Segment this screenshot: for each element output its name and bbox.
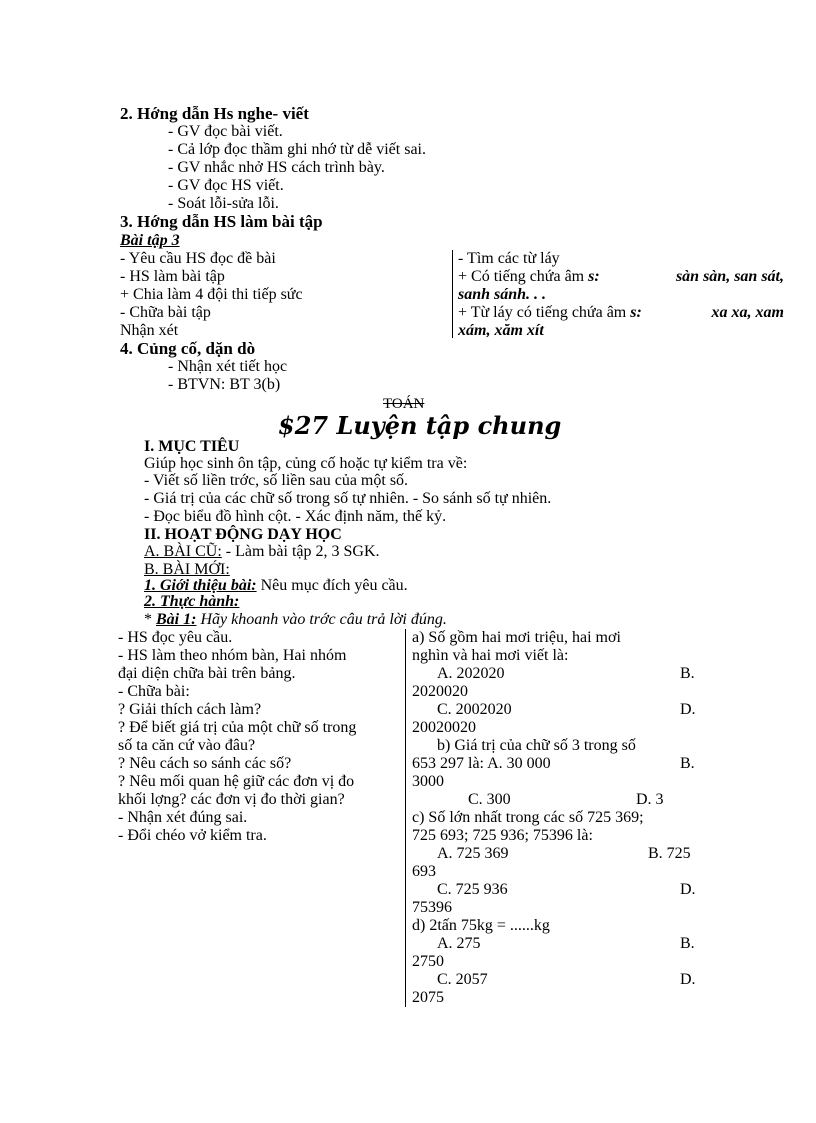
practice-label: 2. Thực hành: [144,593,240,610]
section-3-left-item: - Chữa bài tập [120,304,211,321]
answer-option: 75396 [412,899,452,916]
old-lesson-line: A. BÀI CŨ: - Làm bài tập 2, 3 SGK. [144,543,380,560]
teacher-line: số ta căn cứ vào đâu? [118,737,256,754]
section-2-item: - GV đọc HS viết. [168,177,284,194]
section-4-heading: 4. Củng cố, dặn dò [120,339,256,358]
answer-option: D. [680,881,696,898]
answer-option: B. [680,665,695,682]
exercise-1-line: * Bài 1: Hãy khoanh vào trớc câu trả lời đúng. [144,611,447,628]
answer-line: a) Số gồm hai mơi triệu, hai mơi [412,629,621,646]
answer-option: C. 725 936 [437,881,508,898]
teacher-line: ? Giải thích cách làm? [118,701,262,718]
section-3-left-item: - Yêu cầu HS đọc đề bài [120,250,276,267]
column-divider [452,250,453,338]
answer-option: B. [680,935,695,952]
table-divider [405,629,406,1007]
answer-line: c) Số lớn nhất trong các số 725 369; [412,809,644,826]
answer-option: D. [680,701,696,718]
section-3-left-item: - HS làm bài tập [120,268,225,285]
teacher-line: đại diện chữa bài trên bảng. [118,665,296,682]
answer-line: 725 693; 725 936; 75396 là: [412,827,593,844]
answer-option: C. 2002020 [437,701,512,718]
answer-line: 653 297 là: A. 30 000 [412,755,551,772]
answer-option: 3000 [412,773,444,790]
objectives-heading: I. MỤC TIÊU [144,438,240,455]
section-3-right-line: xám, xăm xít [458,322,544,339]
teacher-line: ? Để biết giá trị của một chữ số trong [118,719,357,736]
teacher-line: - Đổi chéo vở kiểm tra. [118,827,267,844]
objective-item: - Viết số liền trớc, số liền sau của một số. [144,472,409,489]
section-3-right-line: - Tìm các từ láy [458,250,560,267]
section-3-left-item: Nhận xét [120,322,179,339]
answer-option: A. 725 369 [437,845,509,862]
answer-option: A. 202020 [437,665,505,682]
section-3-right-line: sanh sánh. . . [458,286,547,303]
lesson-title: $27 Luyện tập chung [278,411,562,440]
objective-item: - Giá trị của các chữ số trong số tự nhiên. - So sánh số tự nhiên. [144,490,552,507]
answer-option: 20020020 [412,719,476,736]
answer-option: C. 2057 [437,971,488,988]
section-2-item: - Cả lớp đọc thầm ghi nhớ từ dễ viết sai. [168,141,426,158]
exercise-label: Bài tập 3 [120,232,180,249]
teacher-line: ? Nêu mối quan hệ giữ các đơn vị đo [118,773,355,790]
answer-option: C. 300 [468,791,511,808]
answer-option: B. [680,755,695,772]
section-2-item: - GV đọc bài viết. [168,123,283,140]
answer-option: 2020020 [412,683,468,700]
section-4-item: - Nhận xét tiết học [168,358,288,375]
answer-option: 2075 [412,989,444,1006]
teacher-line: - HS làm theo nhóm bàn, Hai nhóm [118,647,347,664]
section-3-heading: 3. Hớng dẫn HS làm bài tập [120,212,323,231]
section-2-item: - GV nhắc nhở HS cách trình bày. [168,159,385,176]
answer-line: d) 2tấn 75kg = ......kg [412,917,550,934]
teacher-line: - Nhận xét đúng sai. [118,809,248,826]
answer-option: A. 275 [437,935,481,952]
activities-heading: II. HOẠT ĐỘNG DẠY HỌC [144,526,342,543]
answer-option: 2750 [412,953,444,970]
section-4-item: - BTVN: BT 3(b) [168,376,281,393]
teacher-line: khối lợng? các đơn vị đo thời gian? [118,791,345,808]
teacher-line: - Chữa bài: [118,683,190,700]
answer-line: nghìn và hai mơi viết là: [412,647,569,664]
new-lesson-label: B. BÀI MỚI: [144,561,230,578]
intro-line: 1. Giới thiệu bài: Nêu mục đích yêu cầu. [144,577,408,594]
objectives-intro: Giúp học sinh ôn tập, củng cố hoặc tự kiểm tra về: [144,455,468,472]
answer-option: 693 [412,863,436,880]
teacher-line: - HS đọc yêu cầu. [118,629,233,646]
section-2-item: - Soát lỗi-sửa lỗi. [168,195,279,212]
section-2-heading: 2. Hớng dẫn Hs nghe- viết [120,104,309,123]
section-3-right-line: + Từ láy có tiếng chứa âm s: xa xa, xam [458,304,784,321]
teacher-line: ? Nêu cách so sánh các số? [118,755,292,772]
objective-item: - Đọc biểu đồ hình cột. - Xác định năm, thế kỷ. [144,508,447,525]
section-3-right-line: + Có tiếng chứa âm s: sàn sàn, san sát, [458,268,784,285]
answer-option: D. [680,971,696,988]
answer-line: b) Giá trị của chữ số 3 trong số [437,737,636,754]
answer-option: B. 725 [648,845,691,862]
section-3-left-item: + Chia làm 4 đội thi tiếp sức [120,286,303,303]
answer-option: D. 3 [636,791,664,808]
subject-label: TOÁN [383,396,425,412]
